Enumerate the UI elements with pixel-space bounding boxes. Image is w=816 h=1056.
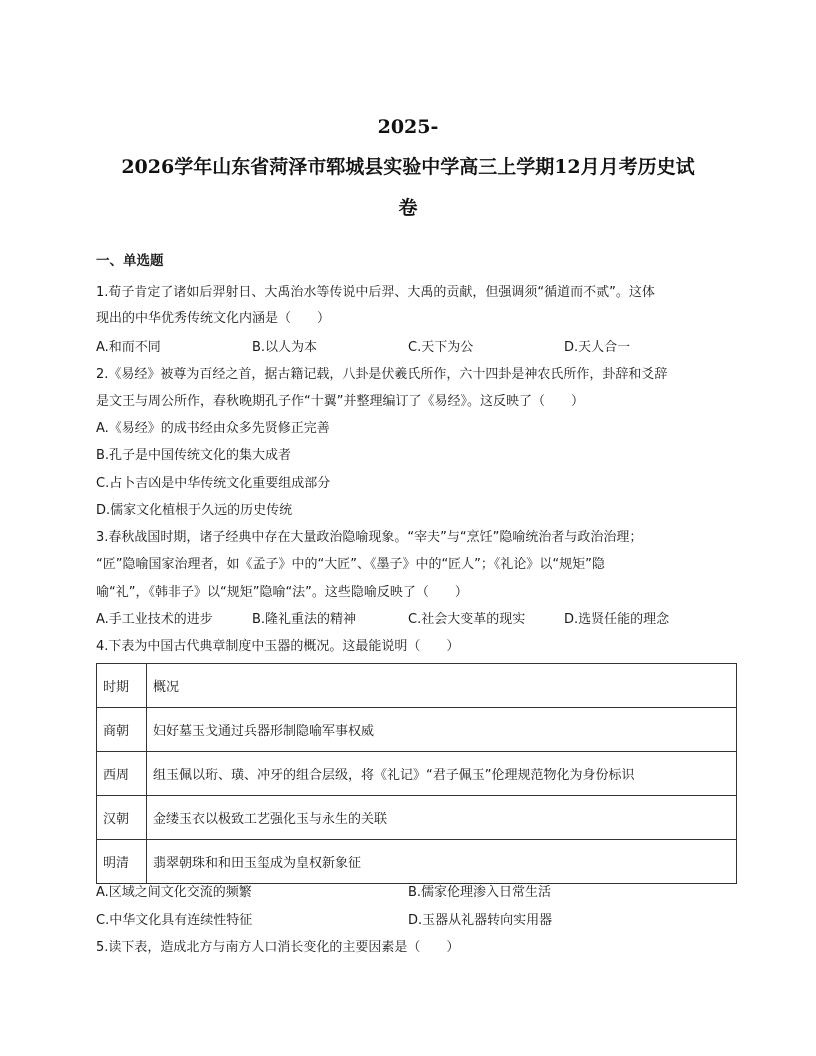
table-cell-period: 商朝 (97, 708, 147, 752)
q1-option-b: B.以人为本 (252, 340, 318, 355)
table-cell-overview: 组玉佩以珩、璜、冲牙的组合层级，将《礼记》“君子佩玉”伦理规范物化为身份标识 (147, 752, 737, 796)
q2-option-a: A.《易经》的成书经由众多先贤修正完善 (96, 421, 330, 436)
q4-option-d: D.玉器从礼器转向实用器 (408, 913, 553, 928)
table-row (97, 840, 737, 884)
table-row (97, 708, 737, 752)
document-title-line-2: 2026学年山东省菏泽市郓城县实验中学高三上学期12月月考历史试 (121, 156, 695, 178)
q1-stem-line-1: 1.荀子肯定了诸如后羿射日、大禹治水等传说中后羿、大禹的贡献，但强调须“循道而不贰”。这体 (96, 285, 655, 300)
q1-option-d: D.天人合一 (564, 340, 631, 355)
table-cell-overview: 翡翠朝珠和和田玉玺成为皇权新象征 (147, 840, 737, 884)
document-title-line-3: 卷 (398, 197, 418, 219)
q2-stem-line-1: 2.《易经》被尊为百经之首，据古籍记载，八卦是伏羲氏所作，六十四卦是神农氏所作，卦辞和爻辞 (96, 367, 668, 382)
table-cell-overview: 妇好墓玉戈通过兵器形制隐喻军事权威 (147, 708, 737, 752)
q3-stem-line-3: 喻“礼”，《韩非子》以“规矩”隐喻“法”。这些隐喻反映了（ ） (96, 585, 468, 600)
q3-option-d: D.选贤任能的理念 (564, 612, 670, 627)
q2-option-b: B.孔子是中国传统文化的集大成者 (96, 448, 292, 463)
q2-option-d: D.儒家文化植根于久远的历史传统 (96, 503, 293, 518)
q3-stem-line-2: “匠”隐喻国家治理者，如《孟子》中的“大匠”、《墨子》中的“匠人”；《礼论》以“规矩”隐 (96, 557, 605, 572)
jade-table (96, 663, 737, 884)
q4-option-c: C.中华文化具有连续性特征 (96, 913, 253, 928)
q4-option-a: A.区域之间文化交流的频繁 (96, 885, 252, 900)
table-cell-period: 明清 (97, 840, 147, 884)
q3-option-a: A.手工业技术的进步 (96, 612, 213, 627)
q3-option-b: B.隆礼重法的精神 (252, 612, 357, 627)
section-heading: 一、单选题 (96, 253, 164, 269)
document-title-line-1: 2025- (377, 116, 439, 138)
q1-stem-line-2: 现出的中华优秀传统文化内涵是（ ） (96, 311, 331, 326)
q2-option-c: C.占卜吉凶是中华传统文化重要组成部分 (96, 476, 331, 491)
q1-option-c: C.天下为公 (408, 340, 474, 355)
q1-option-a: A.和而不同 (96, 340, 161, 355)
table-header-row (97, 664, 737, 708)
q4-option-b: B.儒家伦理渗入日常生活 (408, 885, 552, 900)
table-cell-period: 汉朝 (97, 796, 147, 840)
table-header-period: 时期 (97, 664, 147, 708)
q4-stem-line-1: 4.下表为中国古代典章制度中玉器的概况。这最能说明（ ） (96, 639, 460, 654)
table-row (97, 796, 737, 840)
table-cell-overview: 金缕玉衣以极致工艺强化玉与永生的关联 (147, 796, 737, 840)
q2-stem-line-2: 是文王与周公所作，春秋晚期孔子作“十翼”并整理编订了《易经》。这反映了（ ） (96, 394, 584, 409)
table-header-overview: 概况 (147, 664, 737, 708)
q5-stem-line-1: 5.读下表，造成北方与南方人口消长变化的主要因素是（ ） (96, 940, 460, 955)
q3-option-c: C.社会大变革的现实 (408, 612, 526, 627)
q3-stem-line-1: 3.春秋战国时期，诸子经典中存在大量政治隐喻现象。“宰夫”与“烹饪”隐喻统治者与政治治理； (96, 530, 643, 545)
table-cell-period: 西周 (97, 752, 147, 796)
table-row (97, 752, 737, 796)
